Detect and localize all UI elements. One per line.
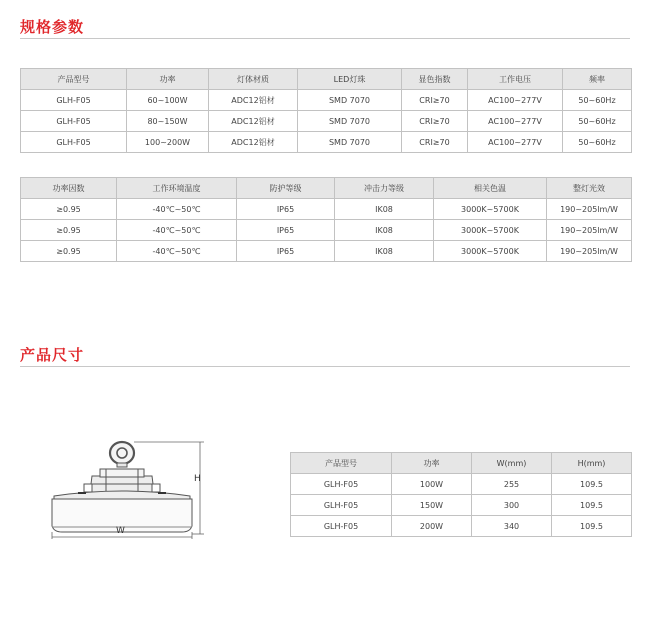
header-cell: 频率 (563, 69, 632, 90)
header-cell: 防护等级 (237, 178, 335, 199)
table-cell: SMD 7070 (298, 111, 402, 132)
header-cell: 相关色温 (434, 178, 547, 199)
table-cell: GLH-F05 (291, 516, 392, 537)
header-cell: W(mm) (472, 453, 552, 474)
table-header-row (21, 178, 632, 199)
table-row (21, 199, 632, 220)
table-cell: 200W (392, 516, 472, 537)
table-cell: 50~60Hz (563, 90, 632, 111)
table-cell: 255 (472, 474, 552, 495)
table-cell: GLH-F05 (21, 132, 127, 153)
table-header-row (21, 69, 632, 90)
table-cell: SMD 7070 (298, 90, 402, 111)
header-cell: LED灯珠 (298, 69, 402, 90)
spec-table-1 (20, 68, 632, 153)
table-cell: GLH-F05 (21, 90, 127, 111)
table-cell: GLH-F05 (21, 111, 127, 132)
table-cell: GLH-F05 (291, 495, 392, 516)
table-cell: 3000K~5700K (434, 241, 547, 262)
table-cell: ≥0.95 (21, 220, 117, 241)
table-cell: IK08 (335, 220, 434, 241)
table-row (291, 495, 632, 516)
header-cell: 整灯光效 (547, 178, 632, 199)
table-header-row (291, 453, 632, 474)
table-cell: -40℃~50℃ (117, 220, 237, 241)
table-cell: AC100~277V (468, 111, 563, 132)
table-cell: AC100~277V (468, 132, 563, 153)
table-cell: ADC12铝材 (209, 132, 298, 153)
table-cell: 3000K~5700K (434, 199, 547, 220)
table-cell: 3000K~5700K (434, 220, 547, 241)
table-cell: AC100~277V (468, 90, 563, 111)
table-cell: 340 (472, 516, 552, 537)
table-cell: 100~200W (127, 132, 209, 153)
table-cell: 50~60Hz (563, 111, 632, 132)
height-label: H (194, 474, 201, 484)
table-cell: IK08 (335, 199, 434, 220)
header-cell: 产品型号 (21, 69, 127, 90)
size-table (290, 452, 632, 537)
header-cell: 产品型号 (291, 453, 392, 474)
header-cell: 功率 (127, 69, 209, 90)
table-cell: 109.5 (552, 474, 632, 495)
table-cell: 190~205lm/W (547, 241, 632, 262)
table-cell: ≥0.95 (21, 241, 117, 262)
table-cell: SMD 7070 (298, 132, 402, 153)
table-cell: -40℃~50℃ (117, 199, 237, 220)
spec-section-title: 规格参数 (20, 18, 85, 36)
spec-section-divider (20, 38, 630, 39)
table-cell: CRI≥70 (402, 90, 468, 111)
table-row (291, 516, 632, 537)
table-cell: 300 (472, 495, 552, 516)
table-cell: 109.5 (552, 495, 632, 516)
table-row (21, 111, 632, 132)
table-cell: CRI≥70 (402, 132, 468, 153)
header-cell: H(mm) (552, 453, 632, 474)
table-cell: 100W (392, 474, 472, 495)
table-cell: CRI≥70 (402, 111, 468, 132)
product-dimension-diagram (40, 432, 220, 542)
header-cell: 工作电压 (468, 69, 563, 90)
table-row (21, 90, 632, 111)
table-cell: 60~100W (127, 90, 209, 111)
table-cell: 109.5 (552, 516, 632, 537)
table-cell: 80~150W (127, 111, 209, 132)
size-section-divider (20, 366, 630, 367)
table-cell: 190~205lm/W (547, 220, 632, 241)
table-row (21, 241, 632, 262)
header-cell: 工作环境温度 (117, 178, 237, 199)
table-row (291, 474, 632, 495)
header-cell: 功率因数 (21, 178, 117, 199)
table-cell: -40℃~50℃ (117, 241, 237, 262)
width-label: W (116, 526, 125, 536)
header-cell: 灯体材质 (209, 69, 298, 90)
spec-table-2 (20, 177, 632, 262)
table-cell: IP65 (237, 220, 335, 241)
lamp-drawing (52, 442, 192, 532)
table-cell: IP65 (237, 199, 335, 220)
table-cell: GLH-F05 (291, 474, 392, 495)
table-cell: ADC12铝材 (209, 111, 298, 132)
table-cell: 50~60Hz (563, 132, 632, 153)
table-cell: 150W (392, 495, 472, 516)
size-section-title: 产品尺寸 (20, 346, 85, 364)
table-row (21, 132, 632, 153)
table-row (21, 220, 632, 241)
header-cell: 显色指数 (402, 69, 468, 90)
header-cell: 功率 (392, 453, 472, 474)
table-cell: ≥0.95 (21, 199, 117, 220)
table-cell: IP65 (237, 241, 335, 262)
table-cell: 190~205lm/W (547, 199, 632, 220)
header-cell: 冲击力等级 (335, 178, 434, 199)
table-cell: ADC12铝材 (209, 90, 298, 111)
table-cell: IK08 (335, 241, 434, 262)
